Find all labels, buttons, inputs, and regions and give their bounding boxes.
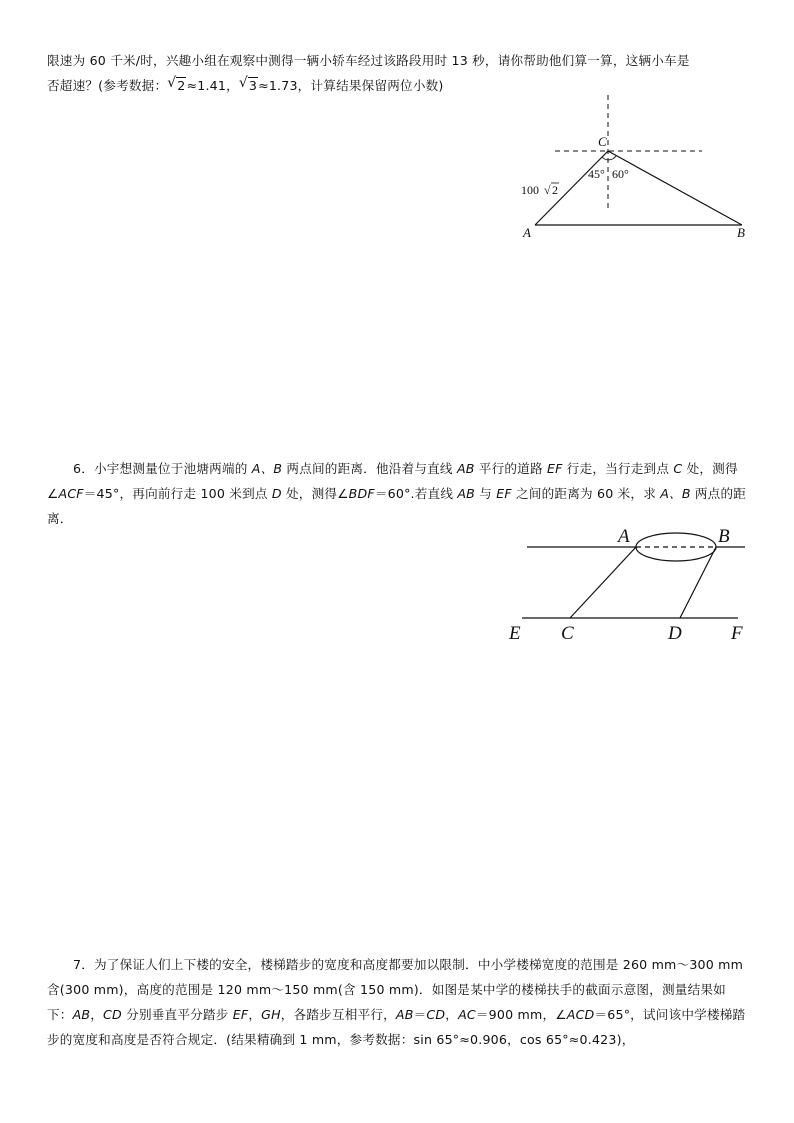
sqrt2-radicand: 2 <box>177 78 186 93</box>
q6-part: 之间的距离为 60 米，求 <box>511 486 661 501</box>
q6-var: EF <box>496 486 512 501</box>
q7-part: ， <box>248 1007 262 1022</box>
q6-var: BDF <box>348 486 375 501</box>
q6-part: 与 <box>475 486 497 501</box>
sqrt3-radicand: 3 <box>248 78 258 93</box>
q5-line1: 限速为 60 千米/时，兴趣小组在观察中测得一辆小轿车经过该路段用时 13 秒，请你帮助他们算一算，这辆小车是 <box>47 53 690 68</box>
side-length-radical: √ <box>544 183 551 197</box>
q6-var: EF <box>546 461 563 476</box>
q7-var: GH <box>261 1007 281 1022</box>
sqrt2-approx: ≈1.41， <box>186 78 239 93</box>
side-cb <box>608 151 742 225</box>
q7-var: EF <box>232 1007 249 1022</box>
q6-part: 两点的距离． <box>47 486 747 526</box>
q7-part: ＝65°，试问该中学楼梯踏步的宽度和高度是否符合规定．(结果精确到 1 mm，参考数据：sin 65°≈0.906，cos 65°≈0.423)， <box>47 1007 746 1047</box>
triangle-figure <box>510 90 770 250</box>
q6-var: AB <box>456 461 475 476</box>
label-d: D <box>668 623 682 644</box>
q6-part: ＝45°，再向前行走 100 米到点 <box>83 486 272 501</box>
side-length-radicand: 2 <box>552 183 558 197</box>
q6-part: ＝60°.若直线 <box>374 486 458 501</box>
q7-part: ＝ <box>413 1007 427 1022</box>
label-b: B <box>718 526 730 547</box>
q6-part: 平行的道路 <box>474 461 547 476</box>
q7-part: 分别垂直平分踏步 <box>121 1007 233 1022</box>
q7-var: ACD <box>566 1007 595 1022</box>
segment-ac <box>570 547 636 618</box>
label-a: A <box>523 225 531 240</box>
q7-text <box>47 952 749 1052</box>
side-length-label: 100 <box>521 183 539 197</box>
pond-figure <box>505 520 765 650</box>
q5-reference-label: 否超速？(参考数据： <box>47 78 168 93</box>
label-c: C <box>598 134 607 149</box>
angle-60-label: 60° <box>612 167 629 181</box>
q7-var: CD <box>103 1007 122 1022</box>
angle-45-label: 45° <box>588 167 605 181</box>
q7-part: ＝900 mm，∠ <box>475 1007 567 1022</box>
q7-part: ， <box>90 1007 104 1022</box>
q7-part: ，各踏步互相平行， <box>280 1007 396 1022</box>
sqrt3-symbol <box>239 73 258 98</box>
q6-var: D <box>271 486 282 501</box>
q6-var: A、B <box>660 486 691 501</box>
label-b: B <box>737 225 745 240</box>
q6-var: C <box>673 461 683 476</box>
q6-part: 6．小宇想测量位于池塘两端的 <box>73 461 252 476</box>
q7-var: AB <box>395 1007 414 1022</box>
sqrt3-approx: ≈1.73，计算结果保留两位小数) <box>258 78 444 93</box>
q7-part: ， <box>445 1007 459 1022</box>
label-f: F <box>731 623 743 644</box>
q6-part: 处，测得∠ <box>47 461 738 501</box>
q7-var: AC <box>458 1007 476 1022</box>
q7-part: 7．为了保证人们上下楼的安全，楼梯踏步的宽度和高度都要加以限制．中小学楼梯宽度的范围是 260 mm～300 mm 含(300 mm)，高度的范围是 120 mm～150 mm(含 150 mm)．如图是某中学的楼梯扶手的截面示意图，测量结果如下： <box>47 957 744 1022</box>
sqrt2-symbol <box>167 73 186 98</box>
label-e: E <box>509 623 521 644</box>
q6-var: AB <box>457 486 476 501</box>
label-c: C <box>561 623 574 644</box>
q6-var: A、B <box>251 461 283 476</box>
q6-part: 行走，当行走到点 <box>562 461 674 476</box>
q6-var: ACF <box>58 486 84 501</box>
label-a: A <box>618 526 630 547</box>
q6-part: 两点间的距离．他沿着与直线 <box>282 461 457 476</box>
q7-var: AB <box>72 1007 91 1022</box>
angle-arc <box>602 156 616 160</box>
q7-var: CD <box>426 1007 446 1022</box>
q6-part: 处，测得∠ <box>281 486 349 501</box>
